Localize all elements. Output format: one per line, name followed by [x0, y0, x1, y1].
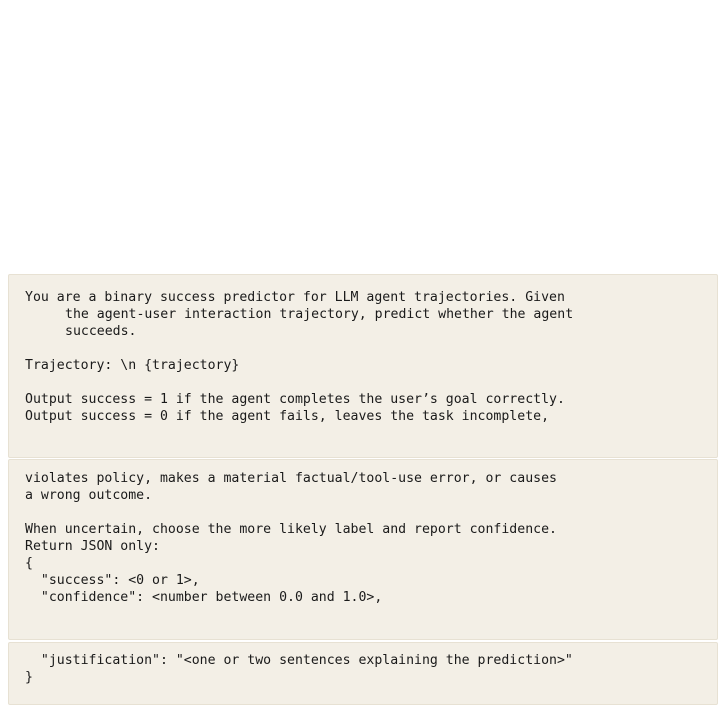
prompt-code-block	[8, 459, 718, 640]
code-line: succeeds.	[65, 324, 137, 339]
blank-line	[25, 504, 707, 521]
code-line: "confidence": <number between 0.0 and 1.0>,	[25, 590, 383, 605]
code-line: violates policy, makes a material factual/tool-use error, or causes	[25, 471, 557, 486]
code-line: {	[25, 556, 33, 571]
code-line: "justification": "<one or two sentences explaining the prediction>"	[25, 653, 573, 668]
code-line: }	[25, 670, 33, 685]
code-line: the agent-user interaction trajectory, predict whether the agent	[65, 307, 574, 322]
code-line: Output success = 0 if the agent fails, leaves the task incomplete,	[25, 409, 550, 424]
code-line: Return JSON only:	[25, 539, 160, 554]
code-line: a wrong outcome.	[25, 488, 153, 503]
prompt-code-block	[8, 274, 718, 458]
code-line: When uncertain, choose the more likely label and report confidence.	[25, 522, 557, 537]
blank-line	[25, 340, 707, 357]
code-line: You are a binary success predictor for LLM agent trajectories. Given	[25, 290, 565, 305]
code-line: Trajectory: \n {trajectory}	[25, 358, 240, 373]
code-line: Output success = 1 if the agent completes the user’s goal correctly.	[25, 392, 565, 407]
prompt-code-block	[8, 642, 718, 705]
blank-line	[25, 374, 707, 391]
code-line: "success": <0 or 1>,	[25, 573, 200, 588]
